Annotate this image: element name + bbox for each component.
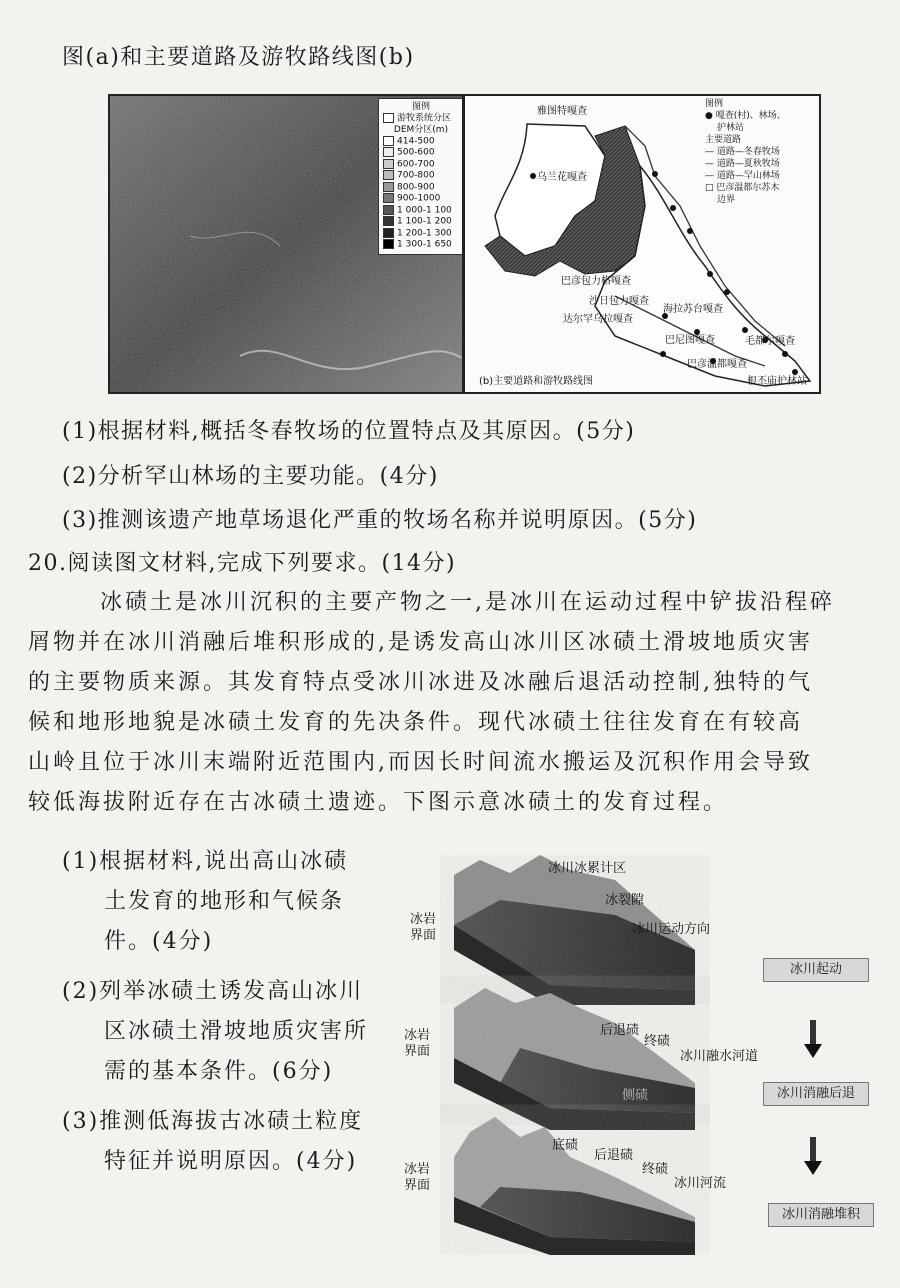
- place-label: 巴彦包力格嘎查: [561, 276, 631, 287]
- sub-question-1: [62, 842, 348, 962]
- label-crevasse: 冰裂隙: [605, 893, 645, 908]
- sub-question-3: [62, 1102, 363, 1182]
- legend-item: 巴彦温都尔苏木: [716, 183, 780, 193]
- figure-caption: 图(a)和主要道路及游牧路线图(b): [62, 45, 415, 70]
- label-line: 冰岩: [410, 912, 437, 927]
- legend-title: 图例: [411, 102, 430, 112]
- map-b-roads: [463, 94, 821, 394]
- place-label: 海拉苏台嘎查: [663, 304, 723, 315]
- place-label: 达尔罕乌拉嘎查: [563, 314, 633, 325]
- label-line: 冰岩: [404, 1162, 431, 1177]
- label-glacier-river: 冰川河流: [674, 1176, 727, 1191]
- paragraph-line: 屑物并在冰川消融后堆积形成的,是诱发高山冰川区冰碛土滑坡地质灾害: [28, 630, 813, 655]
- place-label: 根丕庙护林站: [747, 376, 807, 387]
- sub-question-line: 件。(4分): [104, 929, 214, 954]
- legend-item: 900-1000: [397, 193, 441, 204]
- arrow-down-icon: [803, 1137, 823, 1177]
- legend-item: 800-900: [397, 182, 435, 192]
- map-b-caption: (b)主要道路和游牧路线图: [479, 376, 594, 387]
- label-line: 界面: [404, 1178, 431, 1193]
- legend-item: 1 000-1 100: [397, 205, 452, 215]
- legend-item: 护林站: [717, 123, 745, 133]
- step-glacier-deposition: 冰川消融堆积: [768, 1203, 874, 1227]
- map-b-legend: 图例 ● 嘎查(村)、林场、 护林站 主要道路 — 道路—冬春牧场 — 道路—夏秋牧场 — 道路—罕山林场 □ 巴彦温都尔苏木 边界: [705, 98, 815, 206]
- label-ice-rock-interface: [410, 912, 436, 944]
- label-accumulation-zone: 冰川冰累计区: [548, 861, 627, 876]
- sub-question-line: (2)列举冰碛土诱发高山冰川: [62, 979, 364, 1004]
- place-label: 毛都尔嘎查: [745, 336, 795, 347]
- sub-question-line: 区冰碛土滑坡地质灾害所: [104, 1019, 369, 1044]
- legend-item: 500-600: [397, 147, 435, 158]
- legend-item: DEM分区(m): [393, 124, 449, 135]
- legend-title: 图例: [705, 99, 724, 109]
- legend-item: 1 200-1 300: [397, 228, 452, 238]
- paragraph-line: 的主要物质来源。其发育特点受冰川冰进及冰融后退活动控制,独特的气: [28, 670, 813, 695]
- label-recessional-moraine: 后退碛: [600, 1023, 640, 1038]
- label-meltwater-channel: 冰川融水河道: [680, 1049, 759, 1064]
- legend-item: 主要道路: [705, 135, 742, 145]
- step-glacier-retreat: 冰川消融后退: [763, 1082, 869, 1106]
- sub-question-line: 需的基本条件。(6分): [104, 1059, 334, 1084]
- paragraph-line: 冰碛土是冰川沉积的主要产物之一,是冰川在运动过程中铲拔沿程碎: [100, 590, 835, 615]
- paragraph-line: 山岭且位于冰川末端附近范围内,而因长时间流水搬运及沉积作用会导致: [28, 750, 813, 775]
- question-19-3: (3)推测该遗产地草场退化严重的牧场名称并说明原因。(5分): [62, 508, 698, 533]
- sub-question-line: 土发育的地形和气候条: [104, 889, 345, 914]
- label-glacier-direction: 冰川运动方向: [632, 922, 711, 937]
- arrow-down-icon: [803, 1020, 823, 1060]
- label-line: 界面: [404, 1044, 431, 1059]
- label-terminal-moraine: 终碛: [642, 1162, 669, 1177]
- place-label: 雅图特嘎查: [537, 106, 587, 117]
- legend-item: 嘎查(村)、林场、: [715, 111, 786, 121]
- legend-item: 道路—罕山林场: [716, 171, 780, 181]
- question-20-paragraph: [28, 583, 835, 823]
- legend-item: 1 300-1 650: [397, 239, 452, 250]
- step-glacier-start: 冰川起动: [763, 958, 869, 982]
- map-a-legend: [378, 98, 464, 255]
- label-ice-rock-interface: [404, 1028, 430, 1060]
- legend-item: 600-700: [397, 159, 435, 169]
- legend-item: 700-800: [397, 170, 435, 181]
- legend-item: 414-500: [397, 136, 435, 146]
- sub-question-line: (3)推测低海拔古冰碛土粒度: [62, 1109, 364, 1134]
- place-label: 巴彦温都嘎查: [687, 359, 747, 370]
- legend-item: 边界: [717, 195, 736, 205]
- label-line: 冰岩: [404, 1028, 431, 1043]
- legend-swatch: [383, 113, 394, 123]
- label-lateral-moraine: 侧碛: [622, 1088, 649, 1103]
- legend-item: 1 100-1 200: [397, 216, 452, 227]
- diagram-block-2: [454, 988, 695, 1130]
- question-20-title: 20.阅读图文材料,完成下列要求。(14分): [28, 551, 457, 576]
- map-a-dem: [108, 94, 464, 394]
- paragraph-line: 较低海拔附近存在古冰碛土遗迹。下图示意冰碛土的发育过程。: [28, 790, 729, 815]
- sub-question-line: (1)根据材料,说出高山冰碛: [62, 849, 349, 874]
- legend-item: 道路—冬春牧场: [716, 147, 780, 157]
- question-19-2: (2)分析罕山林场的主要功能。(4分): [62, 464, 439, 489]
- legend-item: 道路—夏秋牧场: [716, 159, 780, 169]
- label-ice-rock-interface: [404, 1162, 430, 1194]
- paragraph-line: 候和地形地貌是冰碛土发育的先决条件。现代冰碛土往往发育在有较高: [28, 710, 804, 735]
- legend-item: 游牧系统分区: [397, 113, 452, 124]
- label-line: 界面: [410, 928, 437, 943]
- label-recessional-moraine: 后退碛: [594, 1148, 634, 1163]
- sub-question-line: 特征并说明原因。(4分): [104, 1149, 358, 1174]
- label-terminal-moraine: 终碛: [644, 1034, 671, 1049]
- place-label: 乌兰花嘎查: [537, 172, 587, 183]
- place-label: 沙日包力嘎查: [589, 296, 649, 307]
- place-label: 巴尼图嘎查: [665, 335, 715, 346]
- question-19-1: (1)根据材料,概括冬春牧场的位置特点及其原因。(5分): [62, 419, 636, 444]
- label-ground-moraine: 底碛: [552, 1138, 579, 1153]
- sub-question-2: [62, 972, 368, 1092]
- moraine-diagram: [440, 855, 710, 1255]
